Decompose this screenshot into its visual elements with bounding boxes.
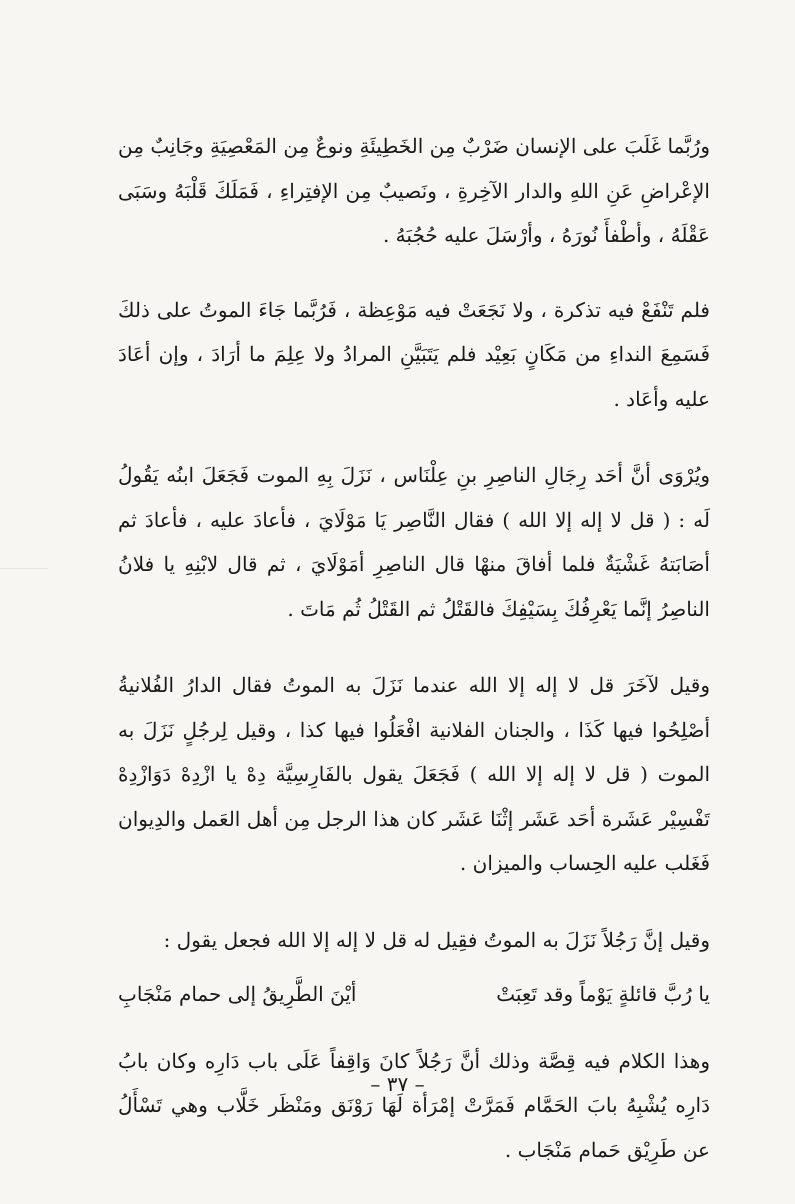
paragraph-5: وقيل إنَّ رَجُلاً نَزَلَ به الموتُ فقِيل له قل لا إله إلا الله فجعل يقول : xyxy=(163,927,710,952)
paragraph-6: وهذا الكلام فيه قِصَّة وذلك أنَّ رَجُلاً كانَ وَاقِفاً عَلَى باب دَارِه وكان بابُ دَارِه يُشْبِهُ بابَ الحَمَّام فَمَرَّتْ إمْرَأة لَهَا رَوْنَق ومَنْظَر خَلَّاب وهي تَسْأَلُ عن طَرِيْق حَمام مَنْجَاب . xyxy=(118,1048,710,1162)
paragraph-3: ويُرْوَى أنَّ أحَد رِجَالِ الناصِرِ بنِ عِلْنَاس ، نَزَلَ بِهِ الموت فَجَعَلَ ابنُه يَقُولُ لَه : ( قل لا إله إلا الله ) فقال النَّاصِر يَا مَوْلَايَ ، فأعادَ عليه ، فأعادَ ثم أصَابَتهُ غَشْيَةٌ فلما أفاقَ منهْا قال الناصِرِ أمَوْلَايَ ، ثم قال لابْنِهِ يا فلانُ الناصِرُ إنَّما يَعْرِفُكَ بِسَيْفِكَ فالقَتْلُ ثم القَتْلُ ثُم مَاتَ . xyxy=(118,463,710,621)
verse-second-hemistich: أيْنَ الطَّرِيقُ إلى حمام مَنْجَابِ xyxy=(118,982,357,1006)
page-number: – ٣٧ – xyxy=(370,1072,425,1096)
paragraph-4: وقيل لآخَرَ قل لا إله إلا الله عندما نَزَلَ به الموتُ فقال الدارُ الفُلانيةُ أصْلِحُوا فيها كَذَا ، والجنان الفلانية افْعَلُوا فيها كذا ، وقيل لِرجُلٍ نَزَلَ به الموت ( قل لا إله إلا الله ) فَجَعَلَ يقول بالفَارِسِيَّة دِهْ يا ازْدِهْ دَوَازْدِهْ تَفْسِيْر عَشَرة أحَد عَشَر إثْنَا عَشَر كان هذا الرجل مِن أهل العَمل والدِيوان فَغَلب عليه الحِساب والميزان . xyxy=(118,673,710,875)
scan-artifact-line xyxy=(0,568,48,569)
verse-first-hemistich: يا رُبَّ قائلةٍ يَوْماً وقد تَعِبَتْ xyxy=(496,982,710,1006)
paragraph-2: فلم تَنْفَعْ فيه تذكرة ، ولا نَجَعَتْ فيه مَوْعِظة ، فَرُبَّما جَاءَ الموتُ على ذلكَ فَسَمِعَ النداءِ من مَكَانٍ بَعِيْد فلم يَتَبَيَّنِ المرادُ ولا عِلِمَ ما أرَادَ ، وإن أعَادَ عليه وأعَاد . xyxy=(118,297,711,411)
poem-verse xyxy=(118,972,710,1017)
paragraph-1: ورُبَّما غَلَبَ على الإنسان ضَرْبٌ مِن الخَطِيئَةِ ونوعٌ مِن المَعْصِيَةِ وجَانِبٌ مِن الإعْراضِ عَنِ اللهِ والدار الآخِرةِ ، ونَصيبٌ مِن الإفتِراءِ ، فَمَلَكَ قَلْبَهُ وسَبَى عَقْلَهُ ، وأطْفأَ نُورَهُ ، وأرْسَلَ عليه حُجُبَهُ . xyxy=(118,134,710,247)
body-text xyxy=(118,124,710,1204)
